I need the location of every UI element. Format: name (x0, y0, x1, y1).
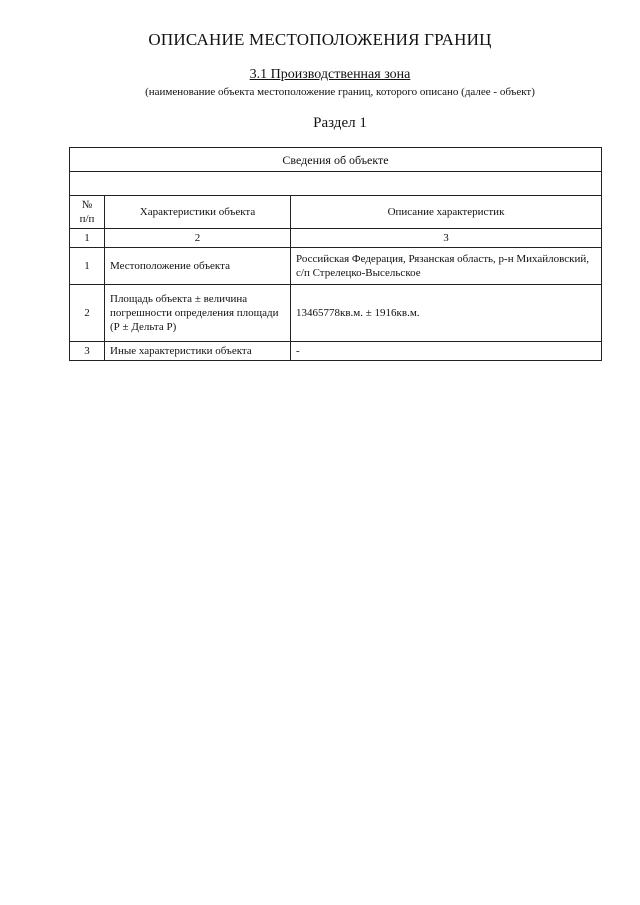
table-row (70, 342, 602, 361)
table-header-row (70, 148, 602, 172)
row-value: 13465778кв.м. ± 1916кв.м. (291, 285, 602, 342)
page-title: ОПИСАНИЕ МЕСТОПОЛОЖЕНИЯ ГРАНИЦ (148, 30, 492, 49)
row-value: Российская Федерация, Рязанская область, р-н Михайловский, с/п Стрелецко-Высельское (291, 248, 602, 285)
column-index-row (70, 229, 602, 248)
row-value: - (291, 342, 602, 361)
column-header-num (70, 196, 105, 229)
object-info-table (69, 147, 602, 361)
column-index-3: 3 (291, 229, 602, 248)
column-header-characteristics: Характеристики объекта (105, 196, 291, 229)
section-title: Раздел 1 (313, 115, 367, 131)
table-row (70, 285, 602, 342)
row-number: 3 (70, 342, 105, 361)
column-header-num-line1: № (81, 199, 93, 211)
row-number: 1 (70, 248, 105, 285)
row-characteristic: Местоположение объекта (105, 248, 291, 285)
column-index-1: 1 (70, 229, 105, 248)
zone-note: (наименование объекта местоположение границ, которого описано (далее - объект) (145, 86, 535, 98)
table-header: Сведения об объекте (70, 148, 602, 172)
row-characteristic: Площадь объекта ± величина погрешности определения площади (Р ± Дельта Р) (105, 285, 291, 342)
column-header-description: Описание характеристик (291, 196, 602, 229)
column-index-2: 2 (105, 229, 291, 248)
zone-name: 3.1 Производственная зона (249, 67, 411, 82)
table-row (70, 248, 602, 285)
table-empty-row (70, 172, 602, 196)
row-characteristic: Иные характеристики объекта (105, 342, 291, 361)
row-number: 2 (70, 285, 105, 342)
table-empty-cell (70, 172, 602, 196)
column-headers-row (70, 196, 602, 229)
column-header-num-line2: п/п (79, 213, 95, 225)
